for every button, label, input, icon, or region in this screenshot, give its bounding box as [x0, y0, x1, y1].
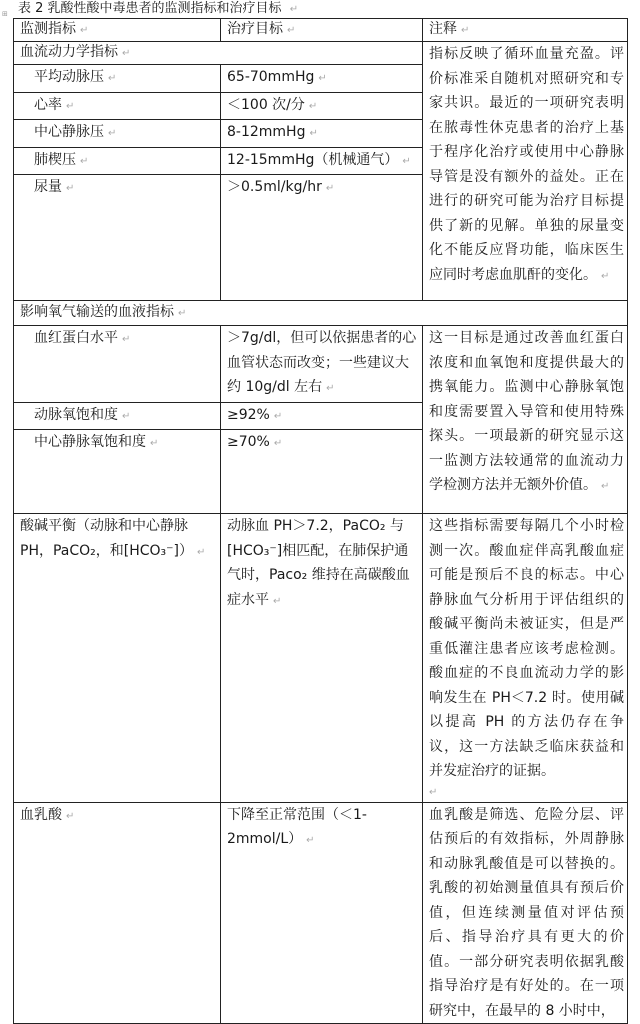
table-row [14, 326, 628, 403]
target-cell: 下降至正常范围（＜1-2mmol/L） ↵ [221, 802, 423, 1024]
target-cell: 动脉血 PH＞7.2，PaCO₂ 与[HCO₃⁻]相匹配，在肺保护通气时，Paco₂ 维持在高碳酸血症水平 ↵ [221, 514, 423, 803]
table-row-acid-base [14, 514, 628, 803]
indicator-cell: 中心静脉压 ↵ [14, 120, 221, 148]
section-row-oxygen [14, 301, 628, 326]
note-acid-base: 这些指标需要每隔几个小时检测一次。酸血症伴高乳酸血症可能是预后不良的标志。中心静脉血气分析用于评估组织的酸碱平衡尚未被证实，但是严重低灌注患者应该考虑检测。酸血症的不良血流动力学的影响发生在 PH＜7.2 时。使用碱以提高 PH 的方法仍存在争议，这一方法缺乏临床获益和并发症治疗的证据。 ↵ [423, 514, 628, 803]
section-row-hemodynamic [14, 42, 628, 65]
indicator-cell: 血乳酸 ↵ [14, 802, 221, 1024]
target-cell: ≥92% ↵ [221, 402, 423, 430]
indicator-cell: 中心静脉氧饱和度 ↵ [14, 430, 221, 514]
monitoring-table [13, 18, 628, 1024]
paragraph-mark-icon: ↵ [289, 4, 299, 15]
table-anchor-icon[interactable]: ⊞ [2, 10, 8, 18]
note-lactate: 血乳酸是筛选、危险分层、评估预后的有效指标，外周静脉和动脉乳酸值是可以替换的。乳酸的初始测量值具有预后价值，但连续测量值对评估预后、指导治疗具有更大的价值。一部分研究表明依据乳酸指导治疗是有好处的。在一项研究中，在最早的 8 小时中， [423, 802, 628, 1024]
target-cell: ＞7g/dl，但可以依据患者的心血管状态而改变；一些建议大约 10g/dl 左右 ↵ [221, 326, 423, 403]
indicator-cell: 肺楔压 ↵ [14, 147, 221, 175]
table-row-lactate [14, 802, 628, 1024]
section-title-hemodynamic: 血流动力学指标 ↵ [14, 42, 423, 65]
target-cell: ≥70% ↵ [221, 430, 423, 514]
note-hemodynamic: 指标反映了循环血量充盈。评价标准采自随机对照研究和专家共识。最近的一项研究表明在脓毒性休克患者的治疗上基于程序化治疗或使用中心静脉导管是没有额外的益处。正在进行的研究可能为治疗目标提供了新的见解。单独的尿量变化不能反应肾功能，临床医生应同时考虑血肌酐的变化。 ↵ [423, 42, 628, 301]
table-caption [0, 0, 640, 18]
indicator-cell: 酸碱平衡（动脉和中心静脉 PH，PaCO₂，和[HCO₃⁻]） ↵ [14, 514, 221, 803]
target-cell: ＞0.5ml/kg/hr ↵ [221, 175, 423, 301]
table-caption-text: 表 2 乳酸性酸中毒患者的监测指标和治疗目标 [18, 1, 282, 16]
header-row [14, 19, 628, 42]
indicator-cell: 血红蛋白水平 ↵ [14, 326, 221, 403]
indicator-cell: 动脉氧饱和度 ↵ [14, 402, 221, 430]
indicator-cell: 尿量 ↵ [14, 175, 221, 301]
target-cell: ＜100 次/分 ↵ [221, 92, 423, 120]
target-cell: 8-12mmHg ↵ [221, 120, 423, 148]
header-cell-note: 注释 ↵ [423, 19, 628, 42]
indicator-cell: 心率 ↵ [14, 92, 221, 120]
indicator-cell: 平均动脉压 ↵ [14, 65, 221, 93]
header-cell-indicator: 监测指标 ↵ [14, 19, 221, 42]
target-cell: 12-15mmHg（机械通气） ↵ [221, 147, 423, 175]
note-oxygen: 这一目标是通过改善血红蛋白浓度和血氧饱和度提供最大的携氧能力。监测中心静脉氧饱和度需要置入导管和使用特殊探头。一项最新的研究显示这一监测方法较通常的血流动力学检测方法并无额外价值。 ↵ [423, 326, 628, 514]
target-cell: 65-70mmHg ↵ [221, 65, 423, 93]
header-cell-target: 治疗目标 ↵ [221, 19, 423, 42]
section-title-oxygen: 影响氧气输送的血液指标 ↵ [14, 301, 628, 326]
